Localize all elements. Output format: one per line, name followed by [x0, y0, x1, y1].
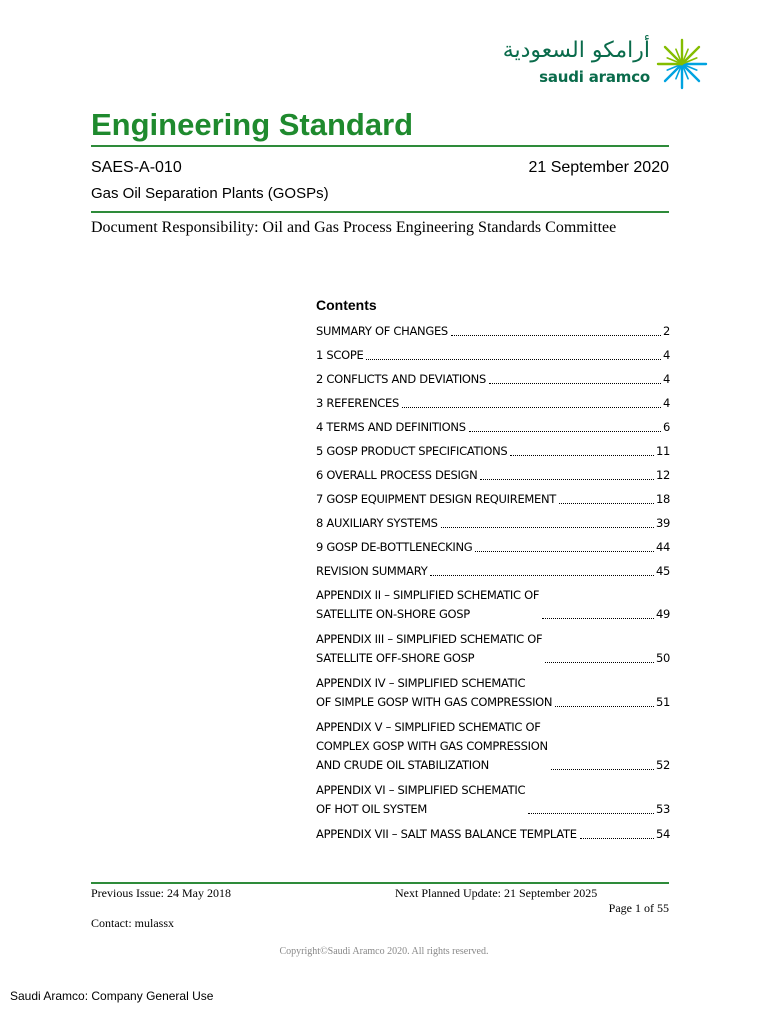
aramco-star-icon: [654, 36, 710, 92]
toc-entry-page: 45: [655, 564, 670, 578]
toc-entry[interactable]: [316, 394, 670, 413]
toc-entry[interactable]: [316, 586, 670, 624]
toc-entry-label: APPENDIX III – SIMPLIFIED SCHEMATIC OF SATELLITE OFF-SHORE GOSP: [316, 632, 543, 665]
toc-entry-label: APPENDIX VII – SALT MASS BALANCE TEMPLATE: [316, 827, 577, 841]
document-responsibility: Document Responsibility: Oil and Gas Process Engineering Standards Committee: [91, 219, 617, 236]
toc-entry[interactable]: [316, 418, 670, 437]
toc-leader-dots: [366, 359, 661, 360]
footer-rule: [91, 882, 669, 884]
toc-entry[interactable]: [316, 490, 670, 509]
toc-entry-label: SUMMARY OF CHANGES: [316, 324, 448, 338]
toc-entry[interactable]: [316, 370, 670, 389]
toc-leader-dots: [402, 407, 661, 408]
toc-entry-page: 4: [662, 348, 670, 362]
toc-entry-label: APPENDIX II – SIMPLIFIED SCHEMATIC OF SATELLITE ON-SHORE GOSP: [316, 588, 540, 621]
toc-entry-page: 44: [655, 540, 670, 554]
toc-leader-dots: [542, 618, 654, 619]
toc-leader-dots: [475, 551, 654, 552]
toc-leader-dots: [580, 838, 654, 839]
toc-entry-page: 18: [655, 492, 670, 506]
toc-leader-dots: [451, 335, 661, 336]
toc-entry-label: 8 AUXILIARY SYSTEMS: [316, 516, 438, 530]
toc-entry-page: 4: [662, 396, 670, 410]
toc-entry-page: 54: [655, 827, 670, 841]
toc-leader-dots: [528, 813, 654, 814]
toc-entry-page: 12: [655, 468, 670, 482]
saudi-aramco-logo: [502, 36, 710, 96]
toc-leader-dots: [441, 527, 654, 528]
toc-entry-label: 2 CONFLICTS AND DEVIATIONS: [316, 372, 486, 386]
toc-entry[interactable]: [316, 562, 670, 581]
contents-heading: Contents: [316, 297, 377, 313]
toc-entry-label: 1 SCOPE: [316, 348, 364, 362]
toc-entry[interactable]: [316, 825, 670, 844]
toc-entry-label: APPENDIX IV – SIMPLIFIED SCHEMATIC OF SIMPLE GOSP WITH GAS COMPRESSION: [316, 676, 553, 709]
toc-entry-page: 52: [655, 758, 670, 772]
toc-leader-dots: [510, 455, 654, 456]
logo-english-text: saudi aramco: [539, 68, 650, 86]
copyright-notice: Copyright©Saudi Aramco 2020. All rights reserved.: [279, 946, 489, 957]
toc-entry-label: 6 OVERALL PROCESS DESIGN: [316, 468, 478, 482]
toc-entry[interactable]: [316, 346, 670, 365]
toc-entry-label: 5 GOSP PRODUCT SPECIFICATIONS: [316, 444, 508, 458]
toc-leader-dots: [430, 575, 654, 576]
document-title: Engineering Standard: [91, 107, 414, 142]
toc-entry-page: 51: [655, 695, 670, 709]
next-planned-update: Next Planned Update: 21 September 2025: [395, 886, 598, 900]
standard-name: Gas Oil Separation Plants (GOSPs): [91, 185, 329, 202]
toc-leader-dots: [551, 769, 654, 770]
toc-leader-dots: [545, 662, 654, 663]
page-number: Page 1 of 55: [608, 901, 669, 915]
toc-entry[interactable]: [316, 674, 670, 712]
toc-entry-page: 6: [662, 420, 670, 434]
toc-entry[interactable]: [316, 718, 670, 775]
standard-date: 21 September 2020: [528, 159, 669, 176]
toc-entry[interactable]: [316, 781, 670, 819]
toc-entry-label: APPENDIX V – SIMPLIFIED SCHEMATIC OF COMPLEX GOSP WITH GAS COMPRESSION AND CRUDE OIL STABILIZATION: [316, 720, 548, 772]
header-rule: [91, 211, 669, 213]
toc-entry-page: 11: [655, 444, 670, 458]
toc-entry-label: 3 REFERENCES: [316, 396, 399, 410]
toc-entry[interactable]: [316, 322, 670, 341]
toc-entry-label: REVISION SUMMARY: [316, 564, 428, 578]
toc-leader-dots: [469, 431, 661, 432]
toc-entry-page: 4: [662, 372, 670, 386]
toc-entry-page: 49: [655, 607, 670, 621]
toc-entry[interactable]: [316, 630, 670, 668]
toc-entry[interactable]: [316, 538, 670, 557]
logo-arabic-text: أرامكو السعودية: [502, 38, 650, 63]
toc-entry[interactable]: [316, 466, 670, 485]
toc-entry-label: 9 GOSP DE-BOTTLENECKING: [316, 540, 473, 554]
toc-entry-page: 39: [655, 516, 670, 530]
title-rule: [91, 145, 669, 147]
standard-code: SAES-A-010: [91, 159, 182, 176]
toc-entry[interactable]: [316, 514, 670, 533]
toc-leader-dots: [480, 479, 653, 480]
contact: Contact: mulassx: [91, 916, 174, 930]
toc-entry-label: 4 TERMS AND DEFINITIONS: [316, 420, 466, 434]
previous-issue: Previous Issue: 24 May 2018: [91, 886, 231, 900]
classification-label: Saudi Aramco: Company General Use: [10, 989, 214, 1003]
toc-entry-label: 7 GOSP EQUIPMENT DESIGN REQUIREMENT: [316, 492, 557, 506]
toc-leader-dots: [559, 503, 654, 504]
toc-entry-page: 53: [655, 802, 670, 816]
toc-entry-label: APPENDIX VI – SIMPLIFIED SCHEMATIC OF HOT OIL SYSTEM: [316, 783, 526, 816]
toc-leader-dots: [555, 706, 654, 707]
toc-leader-dots: [489, 383, 661, 384]
toc-entry[interactable]: [316, 442, 670, 461]
toc-entry-page: 50: [655, 651, 670, 665]
table-of-contents: [316, 322, 670, 844]
toc-entry-page: 2: [662, 324, 670, 338]
